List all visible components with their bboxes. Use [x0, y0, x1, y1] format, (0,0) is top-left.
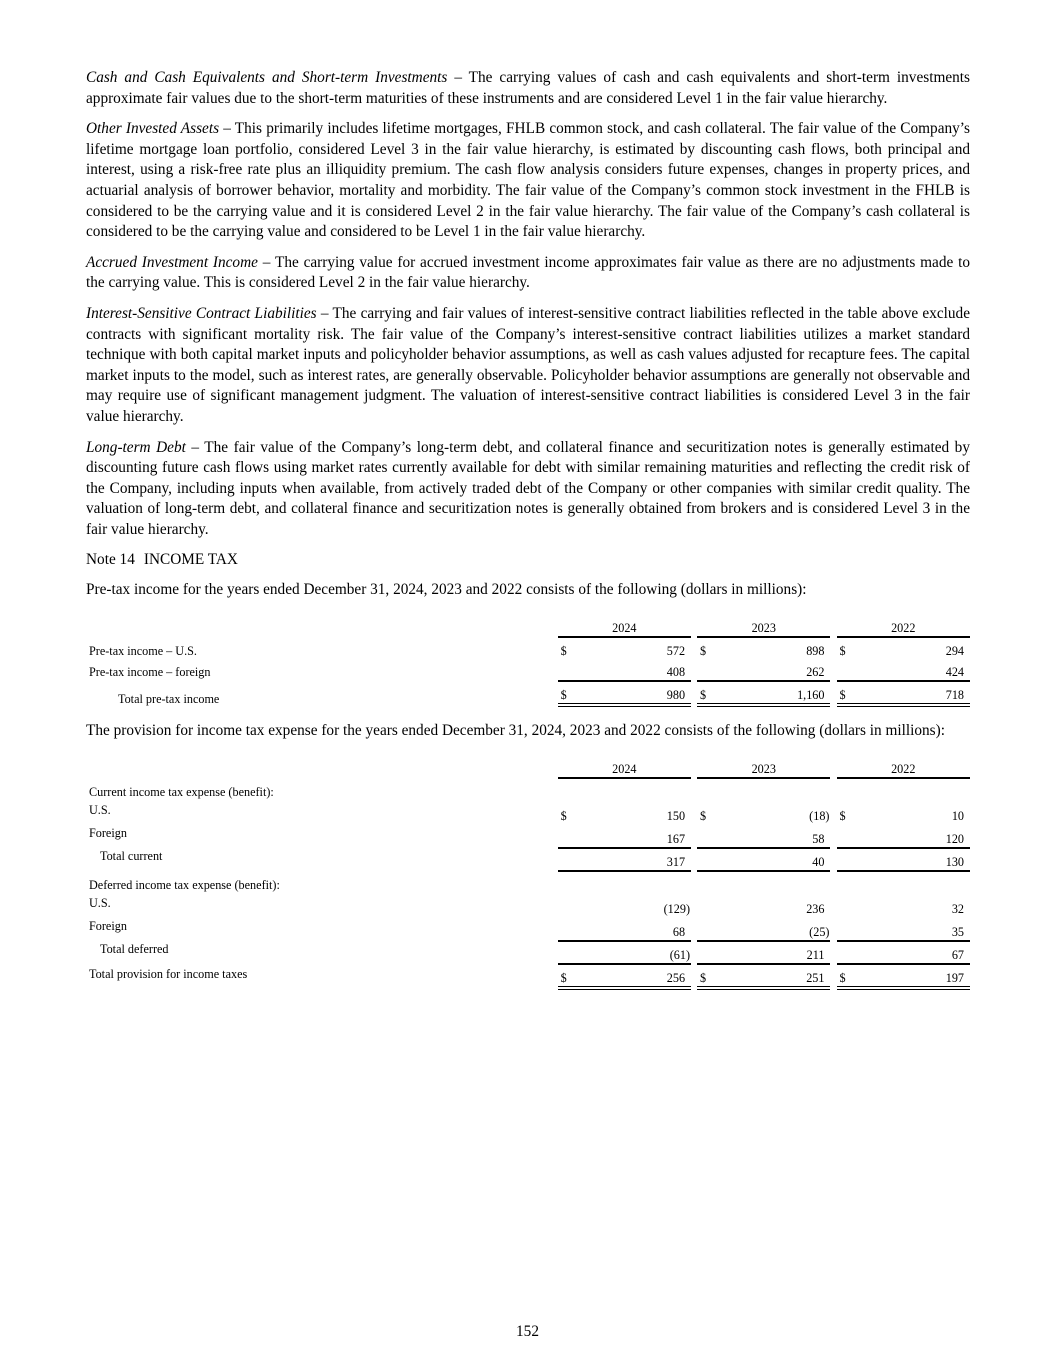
section-header-row [86, 779, 970, 800]
currency-sign: $ [837, 965, 855, 990]
currency-sign: $ [697, 965, 715, 990]
row-label: Total provision for income taxes [89, 966, 248, 981]
table-subtotal-row [86, 847, 970, 872]
paragraph-text: – The carrying values of cash and cash equivalents and short-term investments approximate fair values due to the short-term maturities of these instruments and are considered Level 1 in the fair value hierarchy. [86, 69, 970, 107]
cell-value: 120 [945, 831, 964, 846]
column-header-year: 2022 [837, 615, 971, 638]
paragraph-lead: Interest-Sensitive Contract Liabilities [86, 304, 317, 322]
currency-sign: $ [558, 680, 576, 707]
table-row [86, 824, 970, 847]
table-row [86, 917, 970, 940]
cell-value: 67 [855, 940, 970, 965]
row-label: U.S. [89, 802, 111, 817]
note-number: Note 14 [86, 551, 135, 569]
table-total-row [86, 965, 970, 990]
currency-sign: $ [697, 680, 715, 707]
cell-value: 35 [951, 924, 964, 939]
paragraph-cash-equivalents [86, 68, 970, 109]
cell-value: 130 [855, 847, 970, 872]
table-row [86, 659, 970, 680]
cell-value: 262 [806, 665, 825, 680]
section-label: Current income tax expense (benefit): [89, 784, 274, 799]
cell-value: 68 [672, 924, 686, 939]
column-header-year: 2023 [697, 615, 830, 638]
row-label: Total current [100, 848, 163, 863]
table-header-row [86, 615, 970, 638]
cell-value: 197 [855, 965, 970, 990]
cell-value: 40 [715, 847, 830, 872]
currency-sign: $ [700, 644, 707, 659]
paragraph-lead: Cash and Cash Equivalents and Short-term Investments [86, 69, 448, 86]
cell-value: 317 [576, 847, 691, 872]
row-label: U.S. [89, 895, 111, 910]
currency-sign: $ [560, 808, 567, 823]
currency-sign: $ [839, 808, 846, 823]
paragraph-lead: Long-term Debt [86, 438, 186, 456]
cell-value: 294 [945, 644, 964, 659]
section-header-row [86, 872, 970, 893]
paragraph-long-term-debt [86, 438, 970, 541]
cell-value: (61) [576, 940, 691, 965]
pretax-intro: Pre-tax income for the years ended December 31, 2024, 2023 and 2022 consists of the following (dollars in millions): [86, 581, 807, 599]
paragraph-text: – The carrying value for accrued investment income approximates fair value as there are no adjustments made to the carrying value. This is considered Level 2 in the fair value hierarchy. [86, 253, 970, 292]
column-header-year: 2024 [558, 756, 691, 779]
cell-value: 572 [666, 644, 686, 659]
paragraph-lead: Accrued Investment Income [86, 253, 258, 271]
paragraph-other-invested-assets [86, 119, 970, 243]
currency-sign: $ [700, 808, 707, 823]
cell-value: 718 [855, 680, 970, 707]
note-title: INCOME TAX [143, 551, 238, 569]
cell-value: 150 [666, 808, 686, 823]
paragraph-interest-sensitive-liabilities [86, 304, 970, 428]
cell-value: 251 [715, 965, 830, 990]
paragraph-text: – This primarily includes lifetime mortgages, FHLB common stock, and cash collateral. The fair value of the Company’s lifetime mortgage loan portfolio, considered Level 3 in the fair value hierarchy, is estimated by discounting cash flows, both principal and interest, using a risk-free rate plus an illiquidity premium. The cash flow analysis considers future expenses, changes in property prices, and actuarial analysis of borrower behavior, mortality and morbidity. The fair value of the Company’s common stock investment in the FHLB is considered to be the carrying value and it is considered Level 2 in the fair value hierarchy. The fair value of the Company’s cash collateral is considered to be the carrying value and considered to be Level 1 in the fair value hierarchy. [86, 120, 970, 241]
cell-value: 980 [576, 680, 691, 707]
cell-value: (18) [809, 808, 830, 823]
cell-value: (129) [663, 901, 691, 916]
cell-value: 167 [666, 831, 686, 846]
column-header-year: 2022 [837, 756, 971, 779]
currency-sign: $ [560, 644, 567, 659]
currency-sign: $ [837, 680, 855, 707]
row-label: Total pre-tax income [118, 692, 220, 707]
document-page [86, 68, 970, 990]
cell-value: 10 [951, 808, 964, 823]
cell-value: 1,160 [715, 680, 830, 707]
row-label: Pre-tax income – foreign [89, 665, 211, 680]
column-header-year: 2024 [558, 615, 691, 638]
table-row [86, 893, 970, 917]
cell-value: 236 [806, 901, 825, 916]
cell-value: 211 [715, 940, 830, 965]
provision-income-tax-table [86, 756, 970, 990]
cell-value: 58 [812, 831, 825, 846]
paragraph-text: – The fair value of the Company’s long-term debt, and collateral finance and securitization notes is generally estimated by discounting future cash flows using market rates currently available for debt with similar remaining maturities and reflecting the credit risk of the Company, including inputs when available, from actively traded debt of the Company or other companies with similar credit quality. The valuation of long-term debt, and collateral finance and securitization notes is generally obtained from brokers and is considered Level 3 in the fair value hierarchy. [86, 438, 970, 538]
paragraph-accrued-investment-income [86, 253, 970, 294]
row-label: Pre-tax income – U.S. [89, 644, 197, 659]
paragraph-text: – The carrying and fair values of interest-sensitive contract liabilities reflected in the table above exclude contracts with significant mortality risk. The fair value of the Company’s interest-sensitive contract liabilities utilizes a market standard technique with both capital market inputs and policyholder behavior assumptions, as well as cash values adjusted for recapture fees. The capital market inputs to the model, such as interest rates, are generally observable. Policyholder behavior assumptions are generally not observable and may require use of significant management judgment. The valuation of interest-sensitive contract liabilities is considered Level 3 in the fair value hierarchy. [86, 304, 970, 425]
row-label: Foreign [89, 918, 127, 933]
paragraph-lead: Other Invested Assets [86, 120, 220, 138]
provision-intro: The provision for income tax expense for the years ended December 31, 2024, 2023 and 2022 consists of the following (dollars in millions): [86, 722, 945, 740]
cell-value: 898 [806, 644, 825, 659]
row-label: Foreign [89, 825, 127, 840]
section-label: Deferred income tax expense (benefit): [89, 877, 280, 892]
cell-value: (25) [809, 924, 830, 939]
cell-value: 424 [945, 665, 964, 680]
page-number: 152 [516, 1323, 539, 1340]
table-row [86, 638, 970, 659]
currency-sign: $ [558, 965, 576, 990]
table-row [86, 800, 970, 824]
cell-value: 408 [666, 665, 686, 680]
cell-value: 256 [576, 965, 691, 990]
cell-value: 32 [951, 901, 964, 916]
note-heading [86, 550, 970, 570]
table-subtotal-row [86, 940, 970, 965]
row-label: Total deferred [100, 941, 169, 956]
pretax-income-table [86, 615, 970, 707]
currency-sign: $ [839, 644, 846, 659]
table-header-row [86, 756, 970, 779]
table-total-row [86, 680, 970, 707]
column-header-year: 2023 [697, 756, 830, 779]
